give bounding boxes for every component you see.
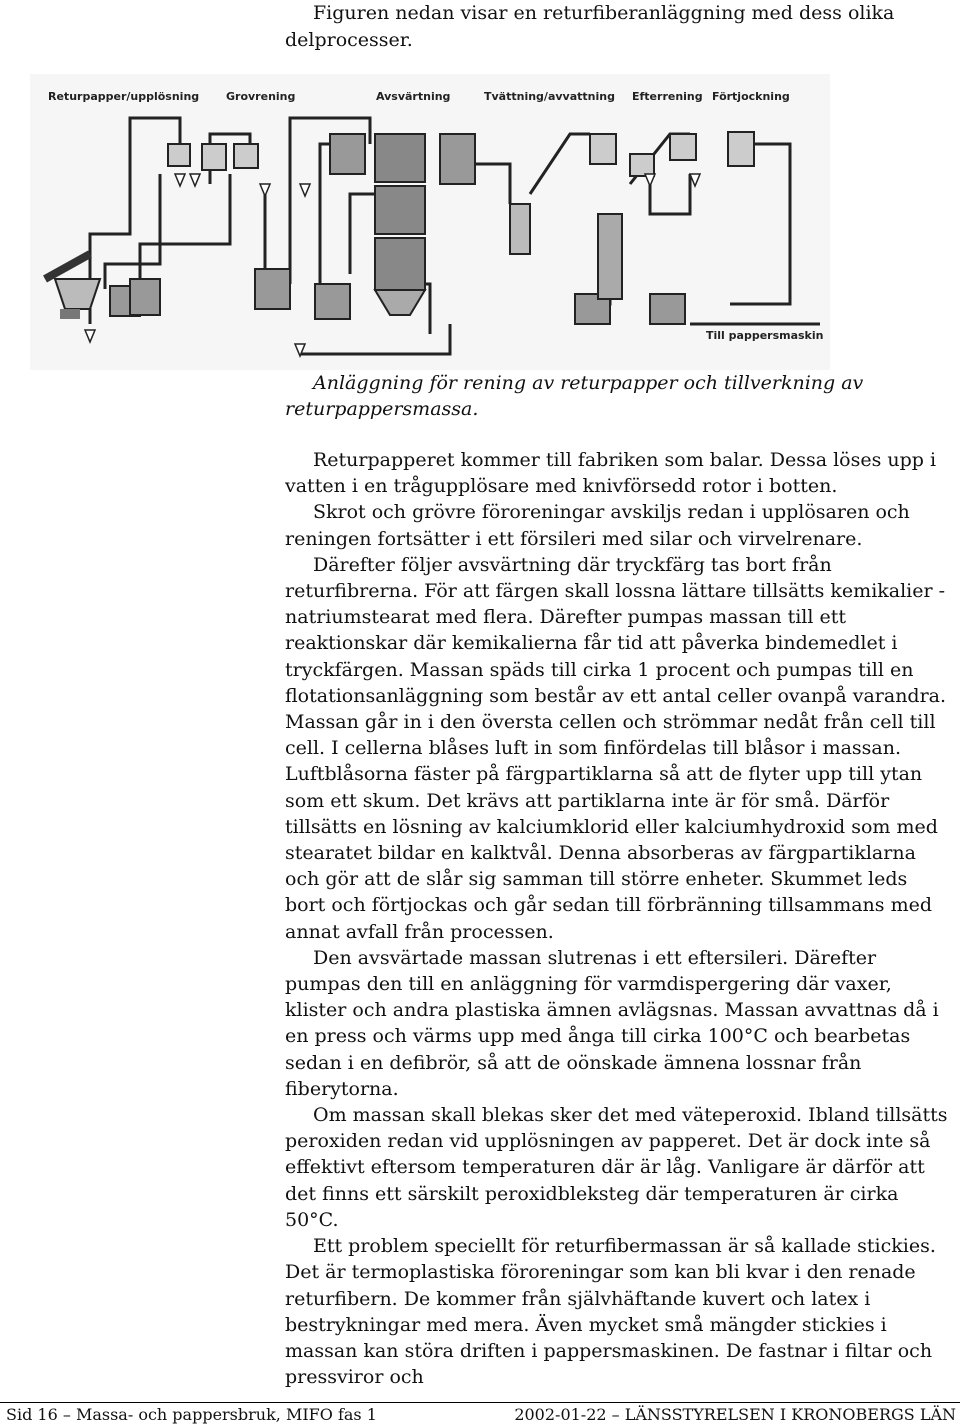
paragraph: Om massan skall blekas sker det med väteperoxid. Ibland tillsätts peroxiden redan vid upplösningen av papperet. Det är dock inte så effektivt eftersom temperaturen där är låg. Vanligare är därför att det finns ett särskilt peroxidbleksteg där temperaturen är cirka 50°C.	[285, 1104, 948, 1231]
intro-text	[285, 0, 955, 54]
paragraph: Ett problem speciellt för returfibermassan är så kallade stickies. Det är termoplastiska föroreningar som kan bli kvar i den renade returfibern. De kommer från självhäftande kuvert och latex i bestrykningar med mera. Även mycket små mängder stickies i massan kan störa driften i pappersmaskinen. De fastnar i filtar och pressviror och	[285, 1235, 936, 1389]
footer-divider	[0, 1402, 960, 1403]
process-diagram-svg	[30, 74, 830, 370]
label-tvattning: Tvättning/avvattning	[484, 90, 615, 103]
label-till-pappersmaskin: Till pappersmaskin	[706, 329, 824, 342]
footer-date-authority: 2002-01-22 – LÄNSSTYRELSEN I KRONOBERGS LÄN	[514, 1405, 956, 1424]
label-grovrening: Grovrening	[226, 90, 296, 103]
paragraph: Därefter följer avsvärtning där tryckfärg tas bort från returfibrerna. För att färgen skall lossna lättare tillsätts kemikalier - natriumstearat med flera. Därefter pumpas massan till ett reaktionskar där kemikalierna får tid att påverka bindemedlet i tryckfärgen. Massan späds till cirka 1 procent och pumpas till en flotationsanläggning som består av ett antal celler ovanpå varandra. Massan går in i den översta cellen och strömmar nedåt från cell till cell. I cellerna blåses luft in som finfördelas till blåsor i massan. Luftblåsorna fäster på färgpartiklarna så att de flyter upp till ytan som ett skum. Det krävs att partiklarna inte är för små. Därför tillsätts en lösning av kalciumklorid eller kalciumhydroxid som med stearatet bildar en kalktvål. Denna absorberas av färgpartiklarna och gör att de slår sig samman till större enheter. Skummet leds bort och förtjockas och går sedan till förbränning tillsammans med annat avfall från processen.	[285, 553, 947, 943]
label-fortjockning: Förtjockning	[712, 90, 790, 103]
intro-line-2: delprocesser.	[285, 29, 413, 51]
figure-caption	[285, 370, 945, 422]
body-text	[285, 447, 953, 1390]
process-diagram	[30, 74, 830, 370]
caption-line-2: returpappersmassa.	[285, 398, 479, 420]
paragraph: Skrot och grövre föroreningar avskiljs redan i upplösaren och reningen fortsätter i ett försileri med silar och virvelrenare.	[285, 501, 910, 550]
caption-line-1: Anläggning för rening av returpapper och tillverkning av	[313, 372, 864, 394]
label-avsvartning: Avsvärtning	[376, 90, 451, 103]
footer-page-info: Sid 16 – Massa- och pappersbruk, MIFO fas 1	[6, 1405, 377, 1424]
label-returpapper: Returpapper/upplösning	[48, 90, 200, 103]
intro-line-1: Figuren nedan visar en returfiberanläggning med dess olika	[313, 2, 895, 24]
label-efterrening: Efterrening	[632, 90, 703, 103]
paragraph: Returpapperet kommer till fabriken som balar. Dessa löses upp i vatten i en trågupplösare med knivförsedd rotor i botten.	[285, 449, 937, 498]
paragraph: Den avsvärtade massan slutrenas i ett eftersileri. Därefter pumpas den till en anläggning för varmdispergering där vaxer, klister och andra plastiska ämnen avlägsnas. Massan avvattnas då i en press och värms upp med ånga till cirka 100°C och bearbetas sedan i en defibrör, så att de oönskade ämnena lossnar från fiberytorna.	[285, 946, 939, 1100]
